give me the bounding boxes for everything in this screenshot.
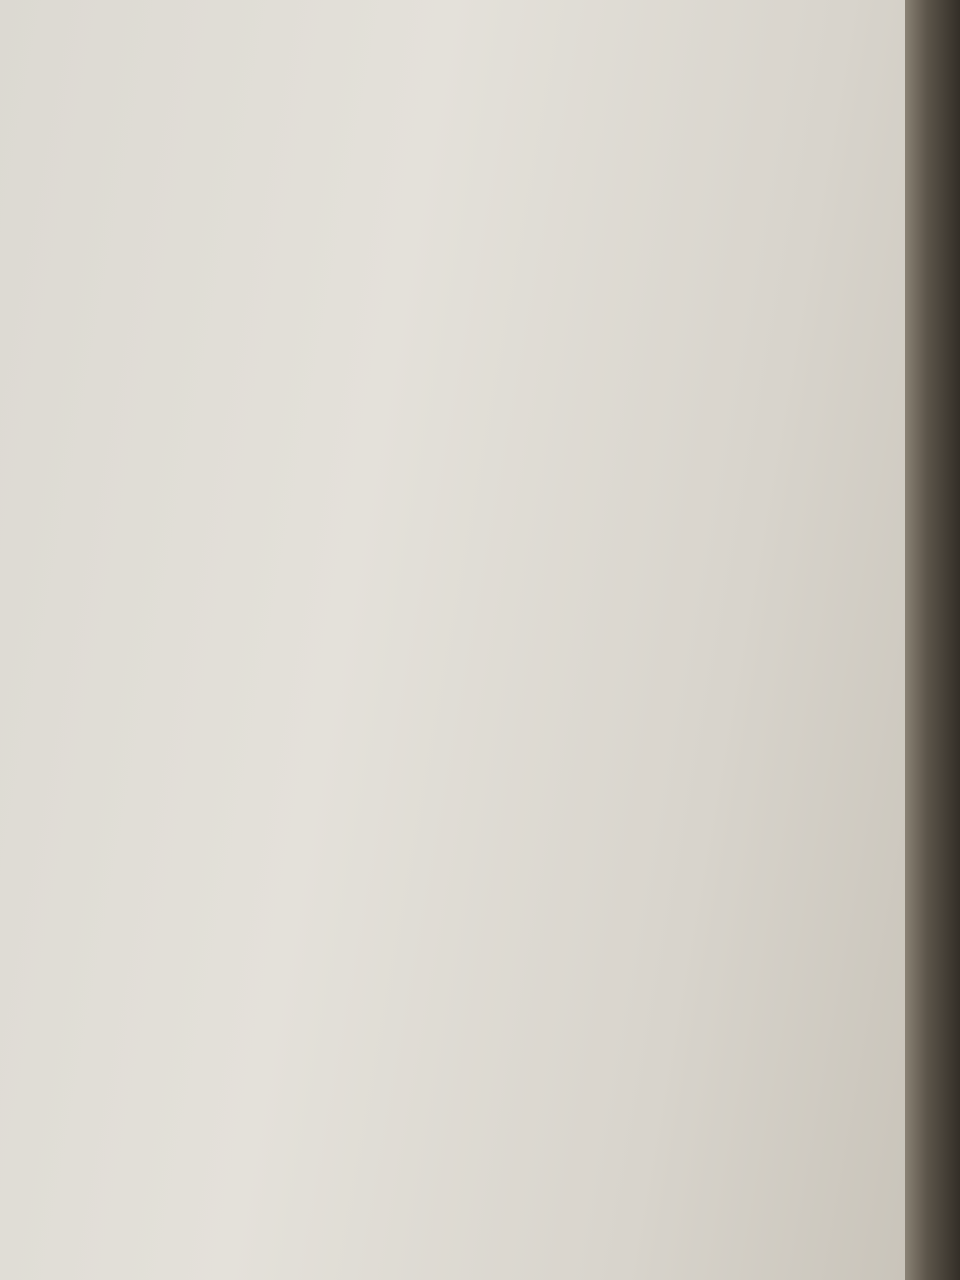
- toc-top-block: [30, 0, 890, 6]
- book-spine: [905, 0, 960, 1280]
- table-of-contents: [30, 0, 890, 6]
